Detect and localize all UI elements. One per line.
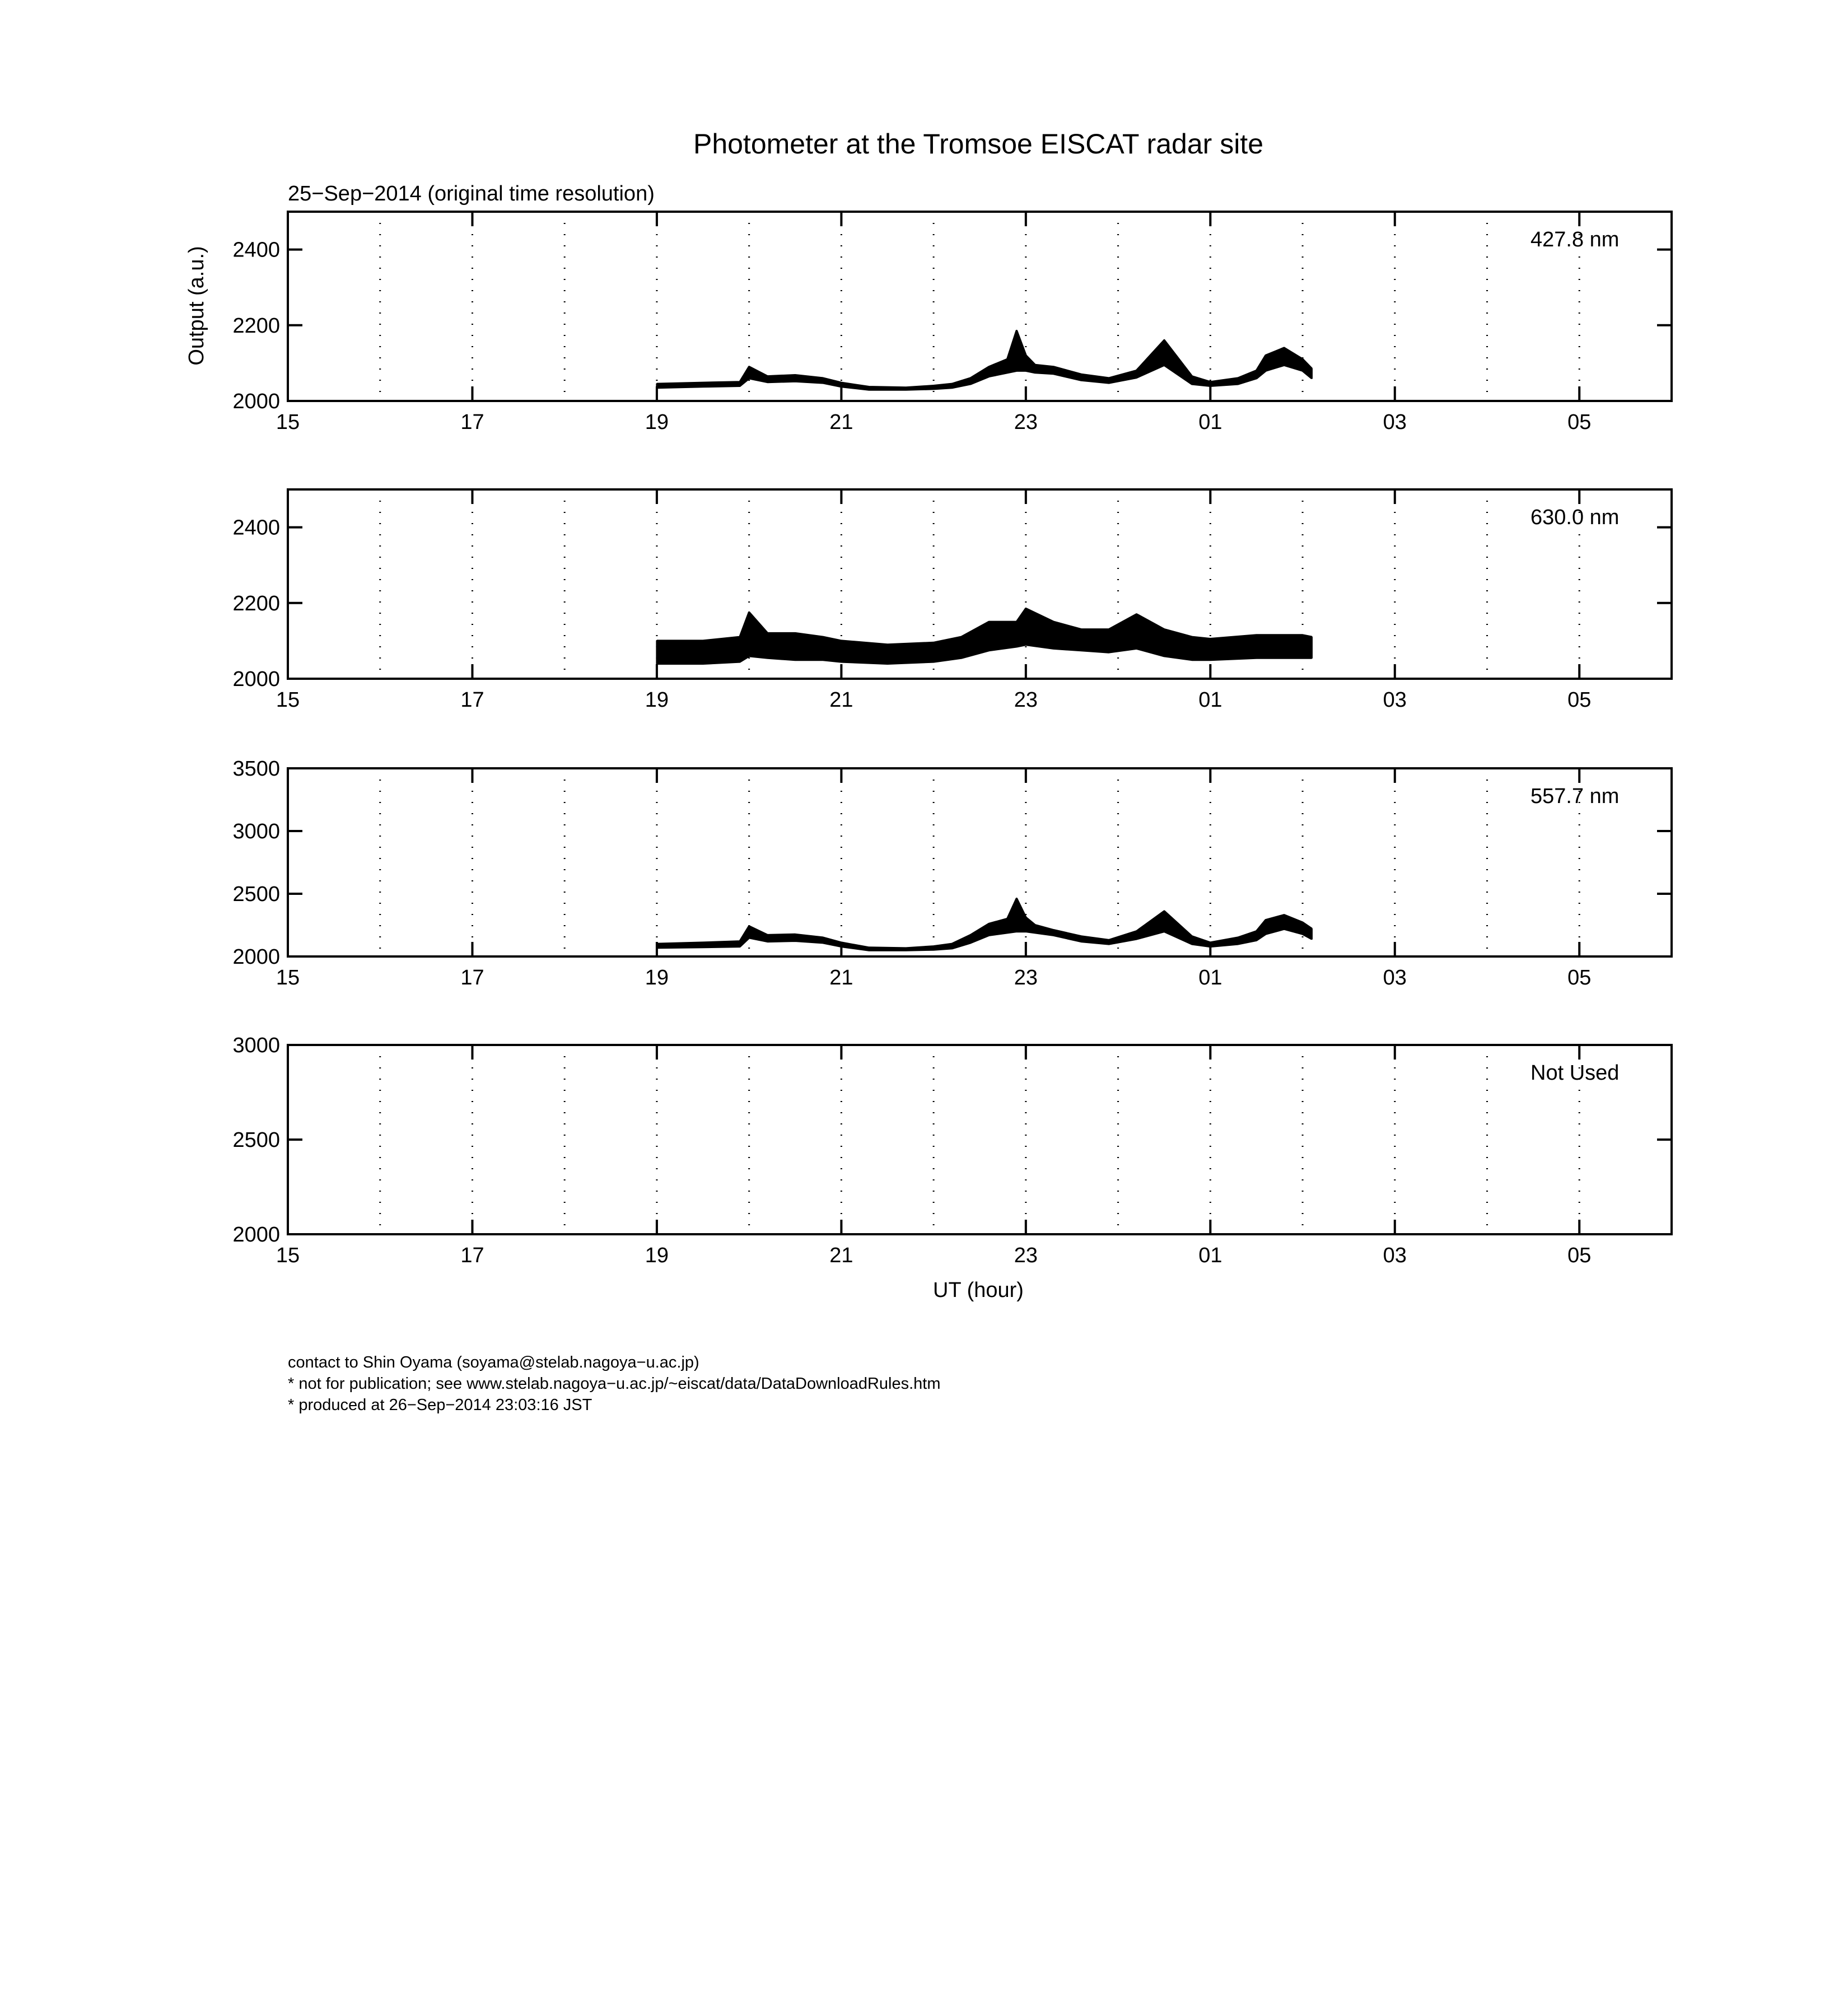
y-tick-label: 3000 — [232, 1034, 280, 1057]
x-tick-label: 05 — [1567, 966, 1592, 990]
footer-rules: * not for publication; see www.stelab.nagoya−u.ac.jp/~eiscat/data/DataDownloadRules.htm — [288, 1375, 941, 1393]
x-tick-label: 01 — [1198, 688, 1222, 712]
footer-contact: contact to Shin Oyama (soyama@stelab.nagoya−u.ac.jp) — [288, 1354, 699, 1371]
y-axis-label: Output (a.u.) — [185, 246, 208, 366]
x-tick-label: 17 — [460, 688, 484, 712]
panel-label-4: Not Used — [1530, 1061, 1620, 1085]
x-tick-label: 03 — [1383, 966, 1407, 990]
x-tick-label: 23 — [1014, 410, 1038, 434]
x-tick-label: 15 — [276, 966, 300, 990]
x-tick-label: 21 — [829, 410, 853, 434]
x-axis-label: UT (hour) — [933, 1278, 1024, 1302]
y-tick-label: 2200 — [232, 314, 280, 338]
y-tick-label: 2000 — [232, 668, 280, 691]
y-tick-label: 2500 — [232, 883, 280, 906]
x-tick-label: 21 — [829, 688, 853, 712]
panel-2 — [232, 489, 1672, 712]
panel-label-2: 630.0 nm — [1530, 506, 1620, 529]
x-tick-label: 15 — [276, 410, 300, 434]
x-tick-label: 05 — [1567, 1244, 1592, 1267]
x-tick-label: 19 — [645, 410, 669, 434]
y-tick-label: 2400 — [232, 238, 280, 262]
x-tick-label: 01 — [1198, 410, 1222, 434]
y-tick-label: 2500 — [232, 1128, 280, 1152]
y-tick-label: 3000 — [232, 820, 280, 843]
y-tick-label: 3500 — [232, 757, 280, 781]
panel-3 — [232, 757, 1672, 990]
x-tick-label: 15 — [276, 688, 300, 712]
y-tick-label: 2000 — [232, 945, 280, 969]
x-tick-label: 19 — [645, 966, 669, 990]
x-tick-label: 15 — [276, 1244, 300, 1267]
chart-title: Photometer at the Tromsoe EISCAT radar site — [693, 128, 1264, 160]
y-tick-label: 2000 — [232, 390, 280, 413]
panel-4 — [232, 1034, 1672, 1267]
x-tick-label: 05 — [1567, 410, 1592, 434]
x-tick-label: 17 — [460, 410, 484, 434]
x-tick-label: 19 — [645, 688, 669, 712]
x-tick-label: 21 — [829, 966, 853, 990]
x-tick-label: 01 — [1198, 1244, 1222, 1267]
series-line-3-1 — [657, 899, 1312, 948]
chart-subtitle: 25−Sep−2014 (original time resolution) — [288, 182, 655, 206]
x-tick-label: 01 — [1198, 966, 1222, 990]
x-tick-label: 05 — [1567, 688, 1592, 712]
x-tick-label: 03 — [1383, 688, 1407, 712]
panel-label-1: 427.8 nm — [1530, 228, 1620, 251]
axes-box — [288, 1045, 1672, 1234]
y-tick-label: 2200 — [232, 591, 280, 615]
x-tick-label: 17 — [460, 1244, 484, 1267]
x-tick-label: 03 — [1383, 1244, 1407, 1267]
y-tick-label: 2400 — [232, 516, 280, 540]
x-tick-label: 23 — [1014, 688, 1038, 712]
x-tick-label: 17 — [460, 966, 484, 990]
y-tick-label: 2000 — [232, 1223, 280, 1247]
panel-label-3: 557.7 nm — [1530, 785, 1620, 808]
x-tick-label: 23 — [1014, 1244, 1038, 1267]
series-band-2 — [657, 609, 1312, 664]
panel-1 — [232, 212, 1672, 434]
x-tick-label: 19 — [645, 1244, 669, 1267]
x-tick-label: 21 — [829, 1244, 853, 1267]
x-tick-label: 23 — [1014, 966, 1038, 990]
panels-group — [232, 212, 1672, 1267]
x-tick-label: 03 — [1383, 410, 1407, 434]
footer-produced: * produced at 26−Sep−2014 23:03:16 JST — [288, 1396, 592, 1414]
